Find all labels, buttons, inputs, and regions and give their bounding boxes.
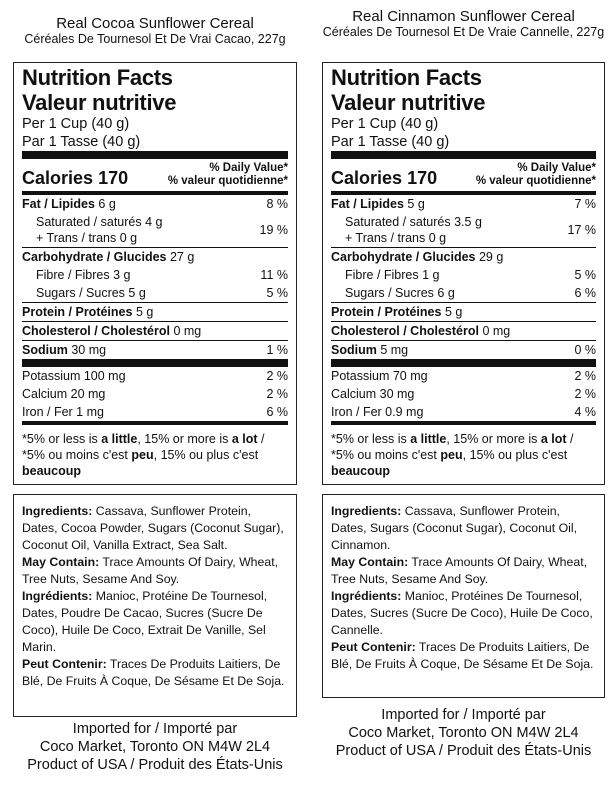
- divider-thick: [22, 359, 288, 367]
- footnote-text: , 15% ou plus c'est: [462, 448, 568, 462]
- dv-header-fr: % valeur quotidienne*: [167, 175, 288, 187]
- import-line-3: Product of USA / Produit des États-Unis: [27, 757, 283, 773]
- product-subtitle: Céréales De Tournesol Et De Vrai Cacao, 227g: [24, 32, 286, 46]
- ingredients-fr-text: Manioc, Protéines De Tournesol, Dates, Sucres (Sucre De Coco), Huile De Coco, Cannelle.: [331, 589, 593, 637]
- calories-text: [331, 168, 437, 188]
- ingredients-label: Ingredients:: [331, 504, 402, 518]
- may-contain-text: Trace Amounts Of Dairy, Wheat, Tree Nuts, Sesame And Soy.: [22, 555, 279, 586]
- sodium-label: Sodium: [22, 343, 68, 357]
- may-contain-fr-text: Traces De Produits Laitiers, De Blé, De Fruits À Coque, De Sésame Et De Soja.: [22, 657, 285, 688]
- calcium-label: Calcium 20 mg: [22, 387, 106, 401]
- footnote-lot: a lot: [231, 432, 258, 446]
- sugars-label: Sugars / Sucres 6 g: [345, 286, 455, 300]
- iron-row: [331, 403, 596, 421]
- calories-label: Calories: [331, 168, 403, 188]
- fibre-pct: 11 %: [260, 268, 288, 282]
- chol-label: Cholesterol / Cholestérol: [331, 324, 479, 338]
- ingredients-fr-label: Ingrédients:: [22, 589, 93, 603]
- sat-trans-group: [331, 213, 596, 247]
- sat-trans-group: [22, 213, 288, 247]
- calcium-row: [331, 385, 596, 403]
- sodium-label: Sodium: [331, 343, 377, 357]
- ingredients-fr-label: Ingrédients:: [331, 589, 402, 603]
- divider-thick: [22, 151, 288, 159]
- potassium-row: [22, 367, 288, 385]
- chol-value: 0 mg: [173, 324, 202, 338]
- calcium-pct: 2 %: [266, 387, 288, 401]
- product-title: Real Cocoa Sunflower Cereal: [56, 15, 254, 32]
- sugars-row: [22, 284, 288, 302]
- footnote-lot: a lot: [540, 432, 567, 446]
- iron-label: Iron / Fer 1 mg: [22, 405, 104, 419]
- ingredients-fr: [22, 588, 288, 656]
- footnote-text: , 15% or more is: [137, 432, 229, 446]
- may-contain-label: May Contain:: [331, 555, 409, 569]
- potassium-pct: 2 %: [574, 369, 596, 383]
- footnote-beaucoup: beaucoup: [22, 464, 82, 478]
- sugars-pct: 5 %: [266, 286, 288, 300]
- ingredients-fr: [331, 588, 596, 639]
- ingredients-en: [331, 503, 596, 554]
- sugars-label: Sugars / Sucres 5 g: [36, 286, 146, 300]
- dv-footnote: [22, 431, 288, 479]
- fat-label: Fat / Lipides: [22, 197, 95, 211]
- footnote-text: / *5% ou moins c'est: [22, 432, 265, 462]
- potassium-label: Potassium 100 mg: [22, 369, 126, 383]
- saturated-row: Saturated / saturés 3.5 g: [345, 215, 482, 229]
- carb-label: Carbohydrate / Glucides: [22, 250, 167, 264]
- dv-header-en: % Daily Value*: [209, 162, 288, 174]
- sodium-pct: 0 %: [574, 343, 596, 357]
- sugars-pct: 6 %: [574, 286, 596, 300]
- may-contain-text: Trace Amounts Of Dairy, Wheat, Tree Nuts, Sesame And Soy.: [331, 555, 588, 586]
- iron-label: Iron / Fer 0.9 mg: [331, 405, 424, 419]
- fat-pct: 8 %: [266, 197, 288, 211]
- may-contain-fr: [331, 639, 596, 673]
- cholesterol-row: [331, 322, 596, 340]
- may-contain-fr-label: Peut Contenir:: [331, 640, 416, 654]
- fat-value: 6 g: [98, 197, 116, 211]
- fibre-pct: 5 %: [574, 268, 596, 282]
- chol-value: 0 mg: [482, 324, 511, 338]
- ingredients-label: Ingredients:: [22, 504, 93, 518]
- divider-thick: [331, 151, 596, 159]
- daily-value-header: [168, 162, 288, 188]
- import-line-3: Product of USA / Produit des États-Unis: [335, 743, 592, 759]
- potassium-row: [331, 367, 596, 385]
- fibre-row: [331, 266, 596, 284]
- calcium-label: Calcium 30 mg: [331, 387, 415, 401]
- protein-label: Protein / Protéines: [22, 305, 133, 319]
- serving-size-fr: Par 1 Tasse (40 g): [331, 134, 450, 150]
- fibre-label: Fibre / Fibres 3 g: [36, 268, 131, 282]
- may-contain-fr: [22, 656, 288, 690]
- nf-title-fr: Valeur nutritive: [22, 90, 177, 115]
- fibre-row: [22, 266, 288, 284]
- sodium-value: 5 mg: [380, 343, 409, 357]
- calories-label: Calories: [22, 168, 94, 188]
- calories-value: 170: [407, 168, 438, 188]
- sodium-row: [22, 341, 288, 359]
- carb-label: Carbohydrate / Glucides: [331, 250, 476, 264]
- import-line-1: Imported for / Importé par: [72, 721, 238, 737]
- sugars-row: [331, 284, 596, 302]
- product-label-cocoa: [13, 0, 297, 773]
- import-line-2: Coco Market, Toronto ON M4W 2L4: [39, 739, 271, 755]
- carb-value: 27 g: [169, 250, 195, 264]
- serving-size-fr: Par 1 Tasse (40 g): [22, 134, 141, 150]
- sodium-value: 30 mg: [71, 343, 107, 357]
- footnote-peu: peu: [131, 448, 154, 462]
- saturated-row: Saturated / saturés 4 g: [36, 215, 163, 229]
- fibre-label: Fibre / Fibres 1 g: [345, 268, 440, 282]
- importer-info: [13, 720, 297, 774]
- may-contain-label: May Contain:: [22, 555, 100, 569]
- calcium-pct: 2 %: [574, 387, 596, 401]
- potassium-label: Potassium 70 mg: [331, 369, 428, 383]
- ingredients-fr-text: Manioc, Protéine De Tournesol, Dates, Poudre De Cacao, Sucres (Sucre De Coco), Huile De Coco, Extrait De Vanille, Sel Marin.: [22, 589, 268, 654]
- protein-label: Protein / Protéines: [331, 305, 442, 319]
- product-label-cinnamon: [322, 0, 605, 759]
- calories-value: 170: [98, 168, 129, 188]
- carb-row: [22, 248, 288, 266]
- chol-label: Cholesterol / Cholestérol: [22, 324, 170, 338]
- divider-thick: [331, 359, 596, 367]
- fat-row: [331, 195, 596, 213]
- ingredients-text: Cassava, Sunflower Protein, Dates, Sugars (Coconut Sugar), Coconut Oil, Cinnamon.: [331, 504, 578, 552]
- protein-row: [331, 303, 596, 321]
- calories-text: [22, 168, 128, 188]
- fat-value: 5 g: [407, 197, 425, 211]
- nutrition-facts-panel: [322, 62, 605, 485]
- iron-pct: 6 %: [266, 405, 288, 419]
- carb-row: [331, 248, 596, 266]
- importer-info: [322, 706, 605, 760]
- fat-row: [22, 195, 288, 213]
- iron-row: [22, 403, 288, 421]
- may-contain-fr-label: Peut Contenir:: [22, 657, 107, 671]
- product-title: Real Cinnamon Sunflower Cereal: [352, 8, 575, 25]
- sodium-row: [331, 341, 596, 359]
- import-line-1: Imported for / Importé par: [381, 707, 546, 723]
- import-line-2: Coco Market, Toronto ON M4W 2L4: [348, 725, 579, 741]
- footnote-beaucoup: beaucoup: [331, 464, 391, 478]
- footnote-text: , 15% or more is: [446, 432, 538, 446]
- carb-value: 29 g: [478, 250, 504, 264]
- protein-row: [22, 303, 288, 321]
- footnote-peu: peu: [440, 448, 463, 462]
- divider-medium: [331, 421, 596, 425]
- nf-title-fr: Valeur nutritive: [331, 90, 486, 115]
- dv-header-en: % Daily Value*: [517, 162, 596, 174]
- fat-label: Fat / Lipides: [331, 197, 404, 211]
- protein-value: 5 g: [444, 305, 463, 319]
- ingredients-panel: [13, 494, 297, 717]
- nf-title-en: Nutrition Facts: [331, 65, 482, 90]
- protein-value: 5 g: [135, 305, 154, 319]
- serving-size-en: Per 1 Cup (40 g): [331, 116, 439, 132]
- sat-trans-pct: 19 %: [259, 223, 288, 237]
- dv-footnote: [331, 431, 596, 479]
- calcium-row: [22, 385, 288, 403]
- nf-title-en: Nutrition Facts: [22, 65, 173, 90]
- iron-pct: 4 %: [574, 405, 596, 419]
- may-contain-en: [22, 554, 288, 588]
- footnote-little: a little: [410, 432, 447, 446]
- sodium-pct: 1 %: [266, 343, 288, 357]
- potassium-pct: 2 %: [266, 369, 288, 383]
- may-contain-fr-text: Traces De Produits Laitiers, De Blé, De Fruits À Coque, De Sésame Et De Soja.: [331, 640, 594, 671]
- serving-size-en: Per 1 Cup (40 g): [22, 116, 130, 132]
- trans-row: + Trans / trans 0 g: [345, 231, 447, 245]
- sat-trans-pct: 17 %: [567, 223, 596, 237]
- cholesterol-row: [22, 322, 288, 340]
- nutrition-facts-panel: [13, 62, 297, 485]
- ingredients-text: Cassava, Sunflower Protein, Dates, Cocoa Powder, Sugars (Coconut Sugar), Coconut Oil, Vanilla Extract, Sea Salt.: [22, 504, 284, 552]
- footnote-text: , 15% ou plus c'est: [153, 448, 259, 462]
- ingredients-en: [22, 503, 288, 554]
- product-subtitle: Céréales De Tournesol Et De Vraie Cannelle, 227g: [322, 25, 605, 39]
- daily-value-header: [476, 162, 596, 188]
- fat-pct: 7 %: [574, 197, 596, 211]
- dv-header-fr: % valeur quotidienne*: [475, 175, 596, 187]
- calories-row: [331, 162, 596, 191]
- calories-row: [22, 162, 288, 191]
- footnote-text: *5% or less is: [22, 432, 98, 446]
- divider-medium: [22, 421, 288, 425]
- footnote-text: *5% or less is: [331, 432, 407, 446]
- footnote-little: a little: [101, 432, 138, 446]
- trans-row: + Trans / trans 0 g: [36, 231, 138, 245]
- may-contain-en: [331, 554, 596, 588]
- footnote-text: / *5% ou moins c'est: [331, 432, 574, 462]
- ingredients-panel: [322, 494, 605, 698]
